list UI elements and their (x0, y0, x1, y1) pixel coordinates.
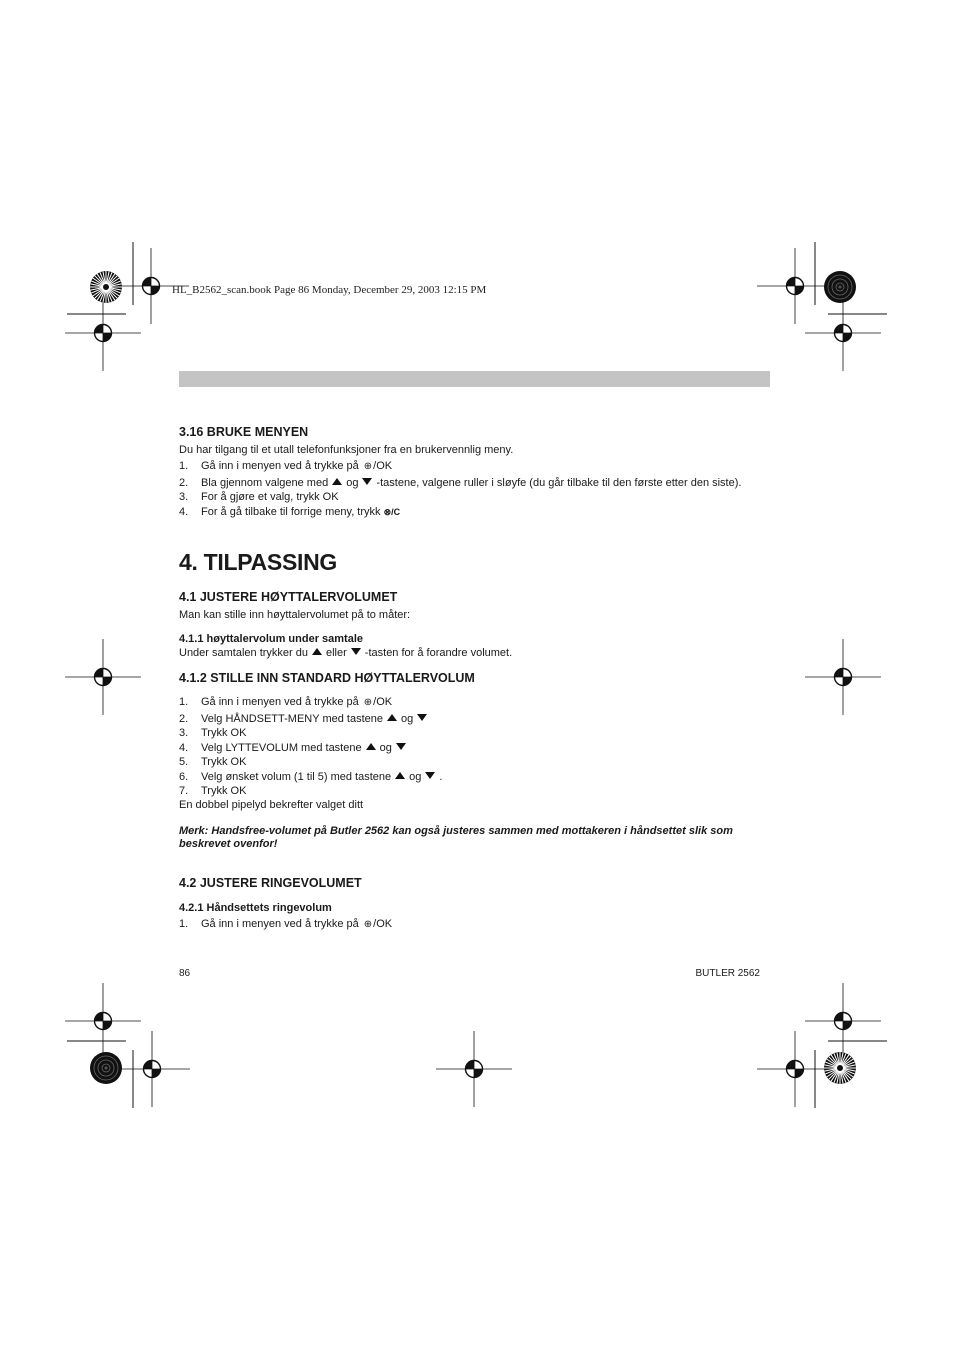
list-item (179, 459, 779, 474)
list-item (179, 712, 779, 726)
paragraph-text: -tasten for å forandre volumet. (364, 647, 513, 659)
list-text: og (400, 713, 414, 725)
list-item (179, 490, 779, 504)
list-text: . (439, 771, 443, 783)
list-number: 4. (179, 742, 189, 754)
list-text: For å gå tilbake til forrige meny, trykk (201, 506, 381, 518)
document-body (179, 424, 779, 932)
list-item (179, 741, 779, 755)
list-item (179, 695, 779, 710)
list-text: Velg ønsket volum (1 til 5) med tastene (201, 771, 392, 783)
list-text: Gå inn i menyen ved å trykke på (201, 460, 359, 472)
list-item (179, 784, 779, 798)
paragraph-text: Under samtalen trykker du (179, 647, 308, 659)
list-text: For å gjøre et valg, trykk OK (201, 491, 339, 503)
list-number: 1. (179, 696, 189, 708)
list-number: 5. (179, 756, 189, 768)
list-text: og (409, 771, 422, 783)
list-number: 1. (179, 460, 189, 472)
list-text: Velg LYTTEVOLUM med tastene (201, 742, 362, 754)
list-text: Gå inn i menyen ved å trykke på (201, 696, 359, 708)
list-number: 7. (179, 785, 189, 797)
chapter-title: 4. TILPASSING (179, 549, 337, 575)
list-number: 6. (179, 771, 189, 783)
paragraph (179, 646, 779, 660)
down-arrow-icon (362, 478, 372, 485)
menu-key-icon: ⊕ (363, 919, 373, 930)
list-number: 3. (179, 491, 189, 503)
menu-key-icon: ⊕ (363, 461, 373, 472)
down-arrow-icon (417, 714, 427, 721)
list-item (179, 726, 779, 740)
list-item (179, 476, 779, 490)
section-heading: 4.1.2 STILLE INN STANDARD HØYTTALERVOLUM (179, 671, 475, 685)
up-arrow-icon (395, 772, 405, 779)
section-4-1-2 (179, 670, 779, 851)
list-text: /OK (373, 918, 393, 930)
book-page-header: HL_B2562_scan.book Page 86 Monday, December 29, 2003 12:15 PM (172, 284, 487, 296)
section-3-16 (179, 424, 779, 519)
note-text: Merk: Handsfree-volumet på Butler 2562 kan også justeres sammen med mottakeren i håndsettet slik som beskrevet ovenfor! (179, 825, 733, 850)
list-number: 4. (179, 506, 189, 518)
menu-key-icon: ⊕ (363, 697, 373, 708)
list-number: 2. (179, 477, 189, 489)
list-text: og (379, 742, 392, 754)
section-heading: 4.2 JUSTERE RINGEVOLUMET (179, 876, 362, 890)
list-item (179, 505, 779, 519)
list-item (179, 755, 779, 769)
up-arrow-icon (332, 478, 342, 485)
list-text: Trykk OK (201, 727, 247, 739)
list-number: 1. (179, 918, 189, 930)
list-text: Trykk OK (201, 756, 247, 768)
product-name: BUTLER 2562 (695, 968, 760, 979)
paragraph: Du har tilgang til et utall telefonfunksjoner fra en brukervennlig meny. (179, 444, 514, 456)
list-item (179, 770, 779, 784)
page-number: 86 (179, 968, 191, 979)
list-text: Gå inn i menyen ved å trykke på (201, 918, 359, 930)
back-key-icon: ⊗/C (383, 507, 401, 517)
list-text: Bla gjennom valgene med (201, 477, 329, 489)
list-number: 3. (179, 727, 189, 739)
subsection-heading: 4.2.1 Håndsettets ringevolum (179, 902, 332, 914)
down-arrow-icon (351, 648, 361, 655)
list-text: Velg HÅNDSETT-MENY med tastene (201, 713, 383, 725)
list-text: -tastene, valgene ruller i sløyfe (du går tilbake til den første etter den siste). (376, 477, 742, 489)
up-arrow-icon (312, 648, 322, 655)
up-arrow-icon (387, 714, 397, 721)
list-item (179, 917, 779, 932)
up-arrow-icon (366, 743, 376, 750)
subsection-heading: 4.1.1 høyttalervolum under samtale (179, 633, 364, 645)
down-arrow-icon (425, 772, 435, 779)
list-text: /OK (373, 696, 393, 708)
section-heading: 4.1 JUSTERE HØYTTALERVOLUMET (179, 590, 398, 604)
list-text: /OK (373, 460, 393, 472)
paragraph: En dobbel pipelyd bekrefter valget ditt (179, 799, 364, 811)
section-4-2 (179, 875, 779, 932)
list-text: og (346, 477, 359, 489)
section-4-1 (179, 589, 779, 660)
list-number: 2. (179, 713, 189, 725)
down-arrow-icon (396, 743, 406, 750)
list-text: Trykk OK (201, 785, 247, 797)
section-gray-bar (179, 371, 770, 387)
paragraph: Man kan stille inn høyttalervolumet på to måter: (179, 609, 411, 621)
paragraph-text: eller (326, 647, 347, 659)
section-heading: 3.16 BRUKE MENYEN (179, 425, 309, 439)
